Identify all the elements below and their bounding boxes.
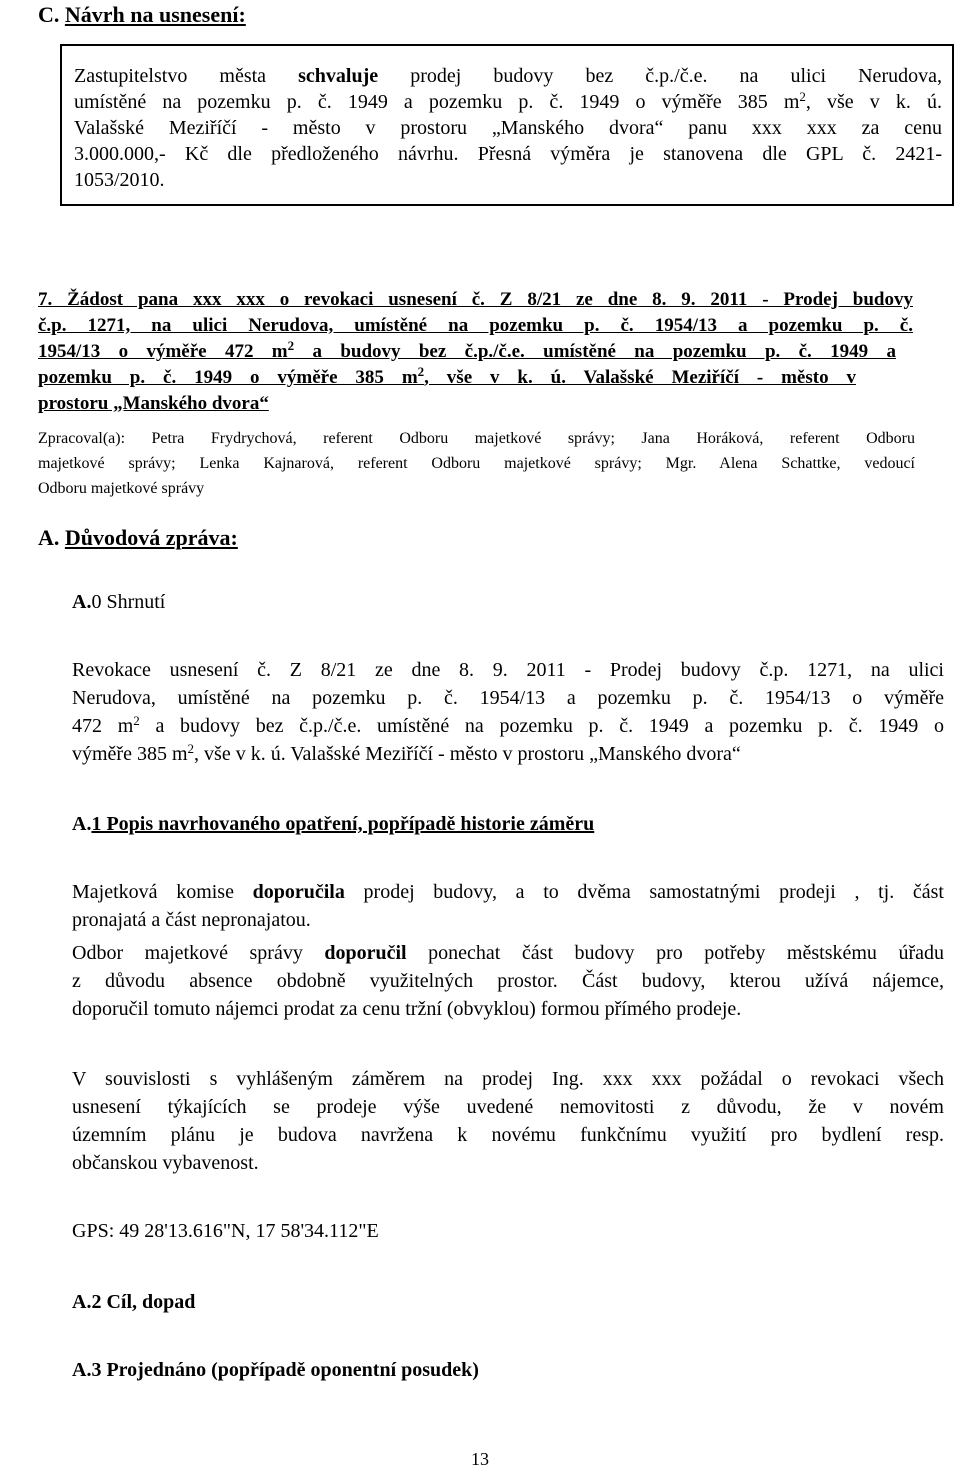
section-a-heading [38,525,238,551]
proposal-line-4: 3.000.000,- Kč dle předloženého návrhu. Přesná výměra je stanovena dle GPL č. 2421- [74,143,942,165]
section-c-title: Návrh na usnesení: [64,2,246,27]
section-a-letter: A. [38,525,60,550]
a0-heading: A.0 Shrnutí [72,591,166,613]
prepared-by-line-3: Odboru majetkové správy [38,480,205,497]
a1-heading: A.1 Popis navrhovaného opatření, popřípadě historie záměru [72,813,595,835]
a1-p2-line-2: z důvodu absence obdobně využitelných prostor. Část budovy, kterou užívá nájemce, [72,970,944,992]
proposal-line-2: umístěné na pozemku p. č. 1949 a pozemku p. č. 1949 o výměře 385 $m^2$, vše v k. ú. [74,89,942,113]
a0-line-3: 472 $m^2$ a budovy bez č.p./č.e. umístěné na pozemku p. č. 1949 a pozemku p. č. 1949 o [72,713,944,737]
item-7-line-2: č.p. 1271, na ulici Nerudova, umístěné na pozemku p. č. 1954/13 a pozemku p. č. [38,315,913,336]
section-c-letter: C. [38,2,60,27]
item-7-line-4: pozemku p. č. 1949 o výměře 385 $m^2$, vše v k. ú. Valašské Meziříčí - město v [38,364,856,388]
doporucil-keyword: doporučil [324,942,407,964]
a2-heading: A.2 Cíl, dopad [72,1291,196,1313]
a0-line-4: výměře 385 $m^2$, vše v k. ú. Valašské Meziříčí - město v prostoru „Manského dvora“ [72,741,741,765]
gps-coordinates: GPS: 49 28'13.616"N, 17 58'34.112"E [72,1220,379,1242]
a1-p2-line-3: doporučil tomuto nájemci prodat za cenu tržní (obvyklou) formou přímého prodeje. [72,998,742,1020]
a1-p3-line-4: občanskou vybavenost. [72,1152,259,1174]
a3-heading: A.3 Projednáno (popřípadě oponentní posudek) [72,1359,479,1381]
proposal-line-3: Valašské Meziříčí - město v prostoru „Manského dvora“ panu xxx xxx za cenu [74,117,942,139]
item-7-line-5: prostoru „Manského dvora“ [38,393,269,414]
schvaluje-keyword: schvaluje [298,65,379,87]
a1-p1-line-1: Majetková komise doporučila prodej budovy, a to dvěma samostatnými prodeji , tj. část [72,881,944,903]
a1-p1-line-2: pronajatá a část nepronajatou. [72,909,311,931]
section-c-heading [38,2,246,28]
a1-p3-line-1: V souvislosti s vyhlášeným záměrem na prodej Ing. xxx xxx požádal o revokaci všech [72,1068,944,1090]
section-a-title: Důvodová zpráva: [64,525,238,550]
a0-line-2: Nerudova, umístěné na pozemku p. č. 1954/13 a pozemku p. č. 1954/13 o výměře [72,687,944,709]
a1-p3-line-3: územním plánu je budova navržena k novému funkčnímu využití pro bydlení resp. [72,1124,944,1146]
doporucila-keyword: doporučila [252,881,345,903]
item-7-line-3: 1954/13 o výměře 472 $m^2$ a budovy bez č.p./č.e. umístěné na pozemku p. č. 1949 a [38,338,896,362]
prepared-by-line-2: majetkové správy; Lenka Kajnarová, referent Odboru majetkové správy; Mgr. Alena Schattke, vedoucí [38,455,915,472]
item-7-line-1: 7. Žádost pana xxx xxx o revokaci usnesení č. Z 8/21 ze dne 8. 9. 2011 - Prodej budovy [38,289,913,310]
prepared-by-line-1: Zpracoval(a): Petra Frydrychová, referent Odboru majetkové správy; Jana Horáková, referent Odboru [38,430,915,447]
a1-p3-line-2: usnesení týkajících se prodeje výše uvedené nemovitosti z důvodu, že v novém [72,1096,944,1118]
resolution-proposal-box [60,44,954,206]
a1-p2-line-1: Odbor majetkové správy doporučil ponechat část budovy pro potřeby městskému úřadu [72,942,945,964]
a0-line-1: Revokace usnesení č. Z 8/21 ze dne 8. 9. 2011 - Prodej budovy č.p. 1271, na ulici [72,659,944,681]
proposal-line-5: 1053/2010. [74,169,165,191]
proposal-line-1: Zastupitelstvo města schvaluje prodej budovy bez č.p./č.e. na ulici Nerudova, [74,65,942,87]
page-number: 13 [471,1449,489,1469]
